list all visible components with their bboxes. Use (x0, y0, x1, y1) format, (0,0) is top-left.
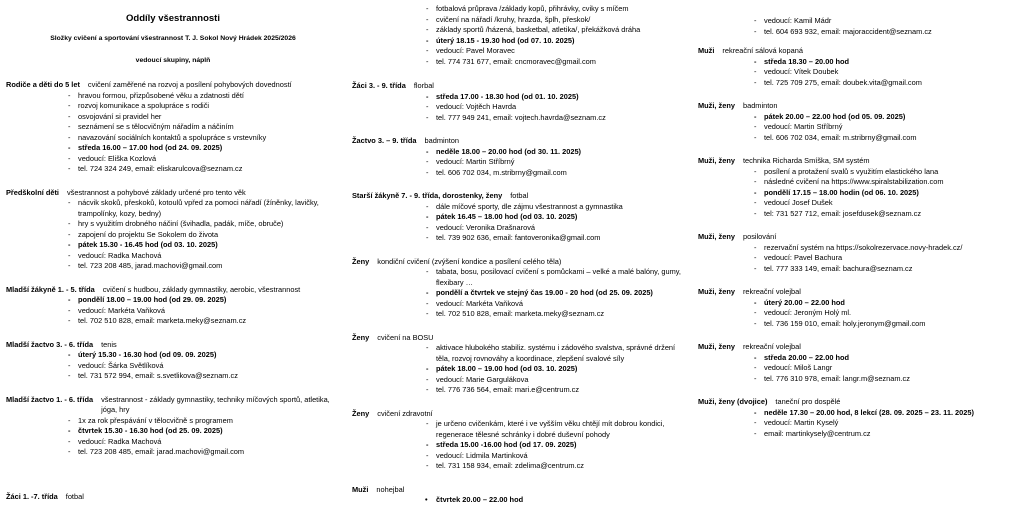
group-name: Žáci 3. - 9. třída (352, 81, 406, 90)
contact-line: - tel. 702 510 828, email: marketa.meky@seznam.cz (78, 316, 340, 327)
group-header (352, 485, 688, 496)
group-header (698, 287, 1018, 298)
group-section (6, 188, 340, 272)
contact-line: - vedoucí: Jeroným Holý ml. (764, 308, 1018, 319)
group-name: Muži (352, 484, 369, 494)
group-name: Ženy (352, 256, 370, 266)
group-section (698, 287, 1018, 329)
group-name: Předškolní děti (6, 187, 59, 197)
group-header (698, 101, 1018, 112)
contact-line: - tel. 736 159 010, email: holy.jeronym@gmail.com (764, 319, 1018, 330)
page-subtitle: Složky cvičení a sportování všestrannost T. J. Sokol Nový Hrádek 2025/2026 (50, 35, 296, 42)
group-header (352, 409, 688, 420)
col3-sections (698, 46, 1018, 439)
group-header (352, 81, 688, 92)
column-2 (352, 0, 688, 506)
section-list (698, 167, 1018, 220)
group-name: Muži, ženy (dvojice) (698, 397, 768, 406)
group-description: kondiční cvičení (zvýšení kondice a posílení celého těla) (377, 256, 562, 266)
schedule-time: - středa 16.00 – 17.00 hod (od 24. 09. 2025) (78, 143, 340, 154)
contact-line: - vedoucí: Veronika Drašnarová (436, 223, 688, 234)
list-item: - nácvik skoků, přeskoků, kotoulů vpřed za pomoci nářadí (žíněnky, lavičky, trampolínky, kozy, bedny) (78, 198, 340, 219)
contact-line: - vedoucí: Radka Machová (78, 251, 340, 262)
group-section (698, 101, 1018, 143)
group-description: taneční pro dospělé (775, 397, 841, 406)
contact-line: - vedoucí: Martin Stříbrný (436, 157, 688, 168)
group-header (698, 232, 1018, 243)
contact-line: - vedoucí: Pavel Moravec (436, 46, 688, 57)
group-name: Muži, ženy (698, 232, 735, 241)
group-section (6, 340, 340, 382)
section-list (698, 353, 1018, 385)
contact-line: - tel. 604 693 932, email: majoraccident@seznam.cz (764, 27, 1018, 38)
schedule-time: - pondělí a čtvrtek ve stejný čas 19.00 - 20 hod (od 25. 09. 2025) (436, 288, 688, 299)
schedule-time: - čtvrtek 15.30 - 16.30 hod (od 25. 09. 2025) (78, 426, 340, 437)
list-item: - cvičení na nářadí /kruhy, hrazda, šplh, přeskok/ (436, 15, 688, 26)
contact-line: - vedoucí: Lidmila Martinková (436, 451, 688, 462)
group-section (698, 232, 1018, 274)
contact-line: - vedoucí: Eliška Kozlová (78, 154, 340, 165)
group-description: fotbal (65, 491, 84, 501)
section-list (352, 343, 688, 396)
section-list (6, 295, 340, 327)
page-title: Oddíly všestrannosti (126, 13, 220, 24)
group-description: všestrannost a pohybové základy určené pro tento věk (66, 187, 246, 197)
group-name: Mladší žactvo 3. - 6. třída (6, 339, 94, 349)
group-name: Muži, ženy (698, 101, 735, 110)
group-name: Muži, ženy (698, 156, 735, 165)
group-section (698, 46, 1018, 88)
schedule-time: - středa 20.00 – 22.00 hod (764, 353, 1018, 364)
group-section (698, 342, 1018, 384)
contact-line: - vedoucí: Miloš Langr (764, 363, 1018, 374)
list-item: - posílení a protažení svalů s využitím elastického lana (764, 167, 1018, 178)
section-list (352, 92, 688, 124)
group-section (698, 156, 1018, 219)
section-list (352, 147, 688, 179)
schedule-time: - neděle 17.30 – 20.00 hod, 8 lekcí (28. 09. 2025 – 23. 11. 2025) (764, 408, 1018, 419)
list-item: - 1x za rok přespávání v tělocvičně s programem (78, 416, 340, 427)
contact-line: - tel. 723 208 485, email: jarad.machovi@gmail.com (78, 447, 340, 458)
schedule-time: - pondělí 17.15 – 18.00 hodin (od 06. 10. 2025) (764, 188, 1018, 199)
schedule-time: - středa 15.00 -16.00 hod (od 17. 09. 2025) (436, 440, 688, 451)
group-name: Muži, ženy (698, 287, 735, 296)
section-list (352, 419, 688, 472)
column-1 (6, 0, 340, 502)
group-name: Žactvo 3. – 9. třída (352, 136, 417, 145)
group-description: rekreační volejbal (742, 342, 801, 351)
list-item: - fotbalová průprava /základy kopů, přihrávky, cviky s míčem (436, 4, 688, 15)
contact-line: - vedoucí: Marie Gargulákova (436, 375, 688, 386)
group-name: Muži, ženy (698, 342, 735, 351)
group-name: Ženy (352, 332, 370, 342)
contact-line: - vedoucí: Pavel Bachura (764, 253, 1018, 264)
contact-line: - vedoucí: Vítek Doubek (764, 67, 1018, 78)
contact-line: - tel. 702 510 828, email: marketa.meky@seznam.cz (436, 309, 688, 320)
contact-line: - tel. 776 310 978, email: langr.m@seznam.cz (764, 374, 1018, 385)
contact-line: - vedoucí: Vojtěch Havrda (436, 102, 688, 113)
schedule-time: - pátek 16.45 – 18.00 hod (od 03. 10. 2025) (436, 212, 688, 223)
list-item: - základy sportů /házená, basketbal, atletika/, překážková dráha (436, 25, 688, 36)
section-list (698, 408, 1018, 440)
group-description: cvičení na BOSU (377, 332, 434, 342)
list-item: - hry s využitím drobného náčiní (švihadla, padák, míče, obruče) (78, 219, 340, 230)
section-list (698, 298, 1018, 330)
col3-continuation (698, 16, 1018, 37)
contact-line: - tel. 724 324 249, email: eliskarulcova@seznam.cz (78, 164, 340, 175)
contact-line: - vedoucí: Markéta Vaňková (436, 299, 688, 310)
group-description: technika Richarda Smíška, SM systém (742, 156, 870, 165)
contact-line: - tel. 774 731 677, email: cncmoravec@gmail.com (436, 57, 688, 68)
schedule-time: - pátek 20.00 – 22.00 hod (od 05. 09. 2025) (764, 112, 1018, 123)
section-list (698, 57, 1018, 89)
contact-line: - vedoucí: Radka Machová (78, 437, 340, 448)
group-description: badminton (742, 101, 778, 110)
list-item: - hravou formou, přizpůsobené věku a zdatnosti dětí (78, 91, 340, 102)
schedule-time: • čtvrtek 20.00 – 22.00 hod (436, 495, 688, 506)
group-section (352, 257, 688, 320)
col1-sections (6, 80, 340, 502)
group-description: cvičení zdravotní (377, 408, 433, 418)
schedule-time: - úterý 20.00 – 22.00 hod (764, 298, 1018, 309)
group-header (6, 492, 340, 503)
section-list (352, 495, 688, 506)
list-item: - navazování sociálních kontaktů a spolupráce s vrstevníky (78, 133, 340, 144)
list-item: - zapojení do projektu Se Sokolem do života (78, 230, 340, 241)
list-item: - rezervační systém na https://sokolrezervace.novy-hradek.cz/ (764, 243, 1018, 254)
group-header (698, 397, 1018, 408)
list-item: - dále míčové sporty, dle zájmu všestrannost a gymnastika (436, 202, 688, 213)
section-list (6, 350, 340, 382)
contact-line: - tel. 739 902 636, email: fantoveronika@gmail.com (436, 233, 688, 244)
group-section (352, 81, 688, 123)
group-description: všestrannost - základy gymnastiky, techniky míčových sportů, atletika, jóga, hry (101, 394, 330, 414)
group-section (352, 136, 688, 178)
contact-line: - tel. 606 702 034, email: m.stribrny@gmail.com (764, 133, 1018, 144)
contact-line: - tel. 725 709 275, email: doubek.vita@gmail.com (764, 78, 1018, 89)
group-description: cvičení s hudbou, základy gymnastiky, aerobic, všestrannost (102, 284, 301, 294)
schedule-time: - úterý 18.15 - 19.30 hod (od 07. 10. 2025) (436, 36, 688, 47)
section-list (6, 91, 340, 175)
column-3 (698, 0, 1018, 439)
group-description: badminton (424, 136, 460, 145)
group-description: fotbal (510, 191, 529, 200)
schedule-time: - pátek 18.00 – 19.00 hod (od 03. 10. 2025) (436, 364, 688, 375)
list-item: - následné cvičení na https://www.spiralstabilization.com (764, 177, 1018, 188)
group-section (6, 80, 340, 175)
section-list (698, 16, 1018, 37)
column-heading: vedoucí skupiny, náplň (135, 56, 211, 64)
group-description: rekreační volejbal (742, 287, 801, 296)
schedule-time: - středa 17.00 - 18.30 hod (od 01. 10. 2025) (436, 92, 688, 103)
section-list (6, 416, 340, 458)
contact-line: - tel. 777 333 149, email: bachura@seznam.cz (764, 264, 1018, 275)
list-item: - aktivace hlubokého stabiliz. systému i zádového svalstva, správné držení těla, rozvoj rovnováhy a koordinace, zlepšení svalové síly (436, 343, 688, 364)
contact-line: - email: martinkysely@centrum.cz (764, 429, 1018, 440)
group-header (352, 257, 688, 268)
schedule-time: - pondělí 18.00 – 19.00 hod (od 29. 09. 2025) (78, 295, 340, 306)
group-header (6, 340, 340, 351)
group-header (352, 136, 688, 147)
group-header (6, 395, 340, 416)
col2-continuation (352, 4, 688, 67)
group-header (6, 285, 340, 296)
group-name: Mladší žactvo 1. - 6. třída (6, 394, 94, 404)
group-header (6, 188, 340, 199)
list-item: - je určeno cvičenkám, které i ve vyšším věku chtějí mít dobrou kondici, regenerace tělesné schránky i dobré duševní pohody (436, 419, 688, 440)
contact-line: - tel. 723 208 485, jarad.machovi@gmail.com (78, 261, 340, 272)
group-name: Rodiče a děti do 5 let (6, 80, 80, 89)
group-header (6, 80, 340, 91)
group-section (352, 333, 688, 396)
contact-line: - tel. 606 702 034, m.stribrny@gmail.com (436, 168, 688, 179)
group-description: nohejbal (376, 484, 405, 494)
section-list (352, 267, 688, 320)
list-item: - tabata, bosu, posilovací cvičení s pomůckami – velké a malé balóny, gumy, flexibary … (436, 267, 688, 288)
group-section (698, 397, 1018, 439)
group-name: Muži (698, 46, 715, 55)
schedule-time: - neděle 18.00 – 20.00 hod (od 30. 11. 2025) (436, 147, 688, 158)
group-section (6, 285, 340, 327)
schedule-time: - pátek 15.30 - 16.45 hod (od 03. 10. 2025) (78, 240, 340, 251)
contact-line: - tel. 731 572 994, email: s.svetlikova@seznam.cz (78, 371, 340, 382)
contact-line: - tel. 731 158 934, email: zdelima@centrum.cz (436, 461, 688, 472)
group-name: Ženy (352, 408, 370, 418)
section-list (352, 202, 688, 244)
group-name: Žáci 1. -7. třída (6, 491, 58, 501)
group-description: florbal (413, 81, 434, 90)
schedule-time: - úterý 15.30 - 16.30 hod (od 09. 09. 2025) (78, 350, 340, 361)
contact-line: - tel. 776 736 564, email: mari.e@centrum.cz (436, 385, 688, 396)
group-section (352, 485, 688, 506)
group-description: rekreační sálová kopaná (722, 46, 803, 55)
col2-sections (352, 81, 688, 506)
contact-line: - tel. 777 949 241, email: vojtech.havrda@seznam.cz (436, 113, 688, 124)
contact-line: - vedoucí Josef Dušek (764, 198, 1018, 209)
contact-line: - vedoucí: Šárka Světlíková (78, 361, 340, 372)
contact-line: - tel: 731 527 712, email: josefdusek@seznam.cz (764, 209, 1018, 220)
group-description: tenis (101, 339, 117, 349)
schedule-time: - středa 18.30 – 20.00 hod (764, 57, 1018, 68)
contact-line: - vedoucí: Martin Kyselý (764, 418, 1018, 429)
group-name: Starší žákyně 7. - 9. třída, dorostenky, ženy (352, 191, 503, 200)
group-section (6, 395, 340, 458)
section-list (698, 243, 1018, 275)
section-list (352, 4, 688, 67)
group-section (6, 492, 340, 503)
group-description: cvičení zaměřené na rozvoj a posílení pohybových dovedností (87, 80, 292, 89)
group-header (698, 156, 1018, 167)
section-list (6, 198, 340, 272)
list-item: - rozvoj komunikace a spolupráce s rodiči (78, 101, 340, 112)
contact-line: - vedoucí: Martin Stříbrný (764, 122, 1018, 133)
group-name: Mladší žákyně 1. - 5. třída (6, 284, 95, 294)
group-header (352, 191, 688, 202)
group-section (352, 191, 688, 244)
group-header (698, 46, 1018, 57)
group-header (352, 333, 688, 344)
section-list (698, 112, 1018, 144)
contact-line: - vedoucí: Markéta Vaňková (78, 306, 340, 317)
list-item: - osvojování si pravidel her (78, 112, 340, 123)
group-section (352, 409, 688, 472)
group-header (698, 342, 1018, 353)
group-description: posilování (742, 232, 777, 241)
list-item: - seznámení se s tělocvičným nářadím a náčiním (78, 122, 340, 133)
contact-line: - vedoucí: Kamil Mádr (764, 16, 1018, 27)
